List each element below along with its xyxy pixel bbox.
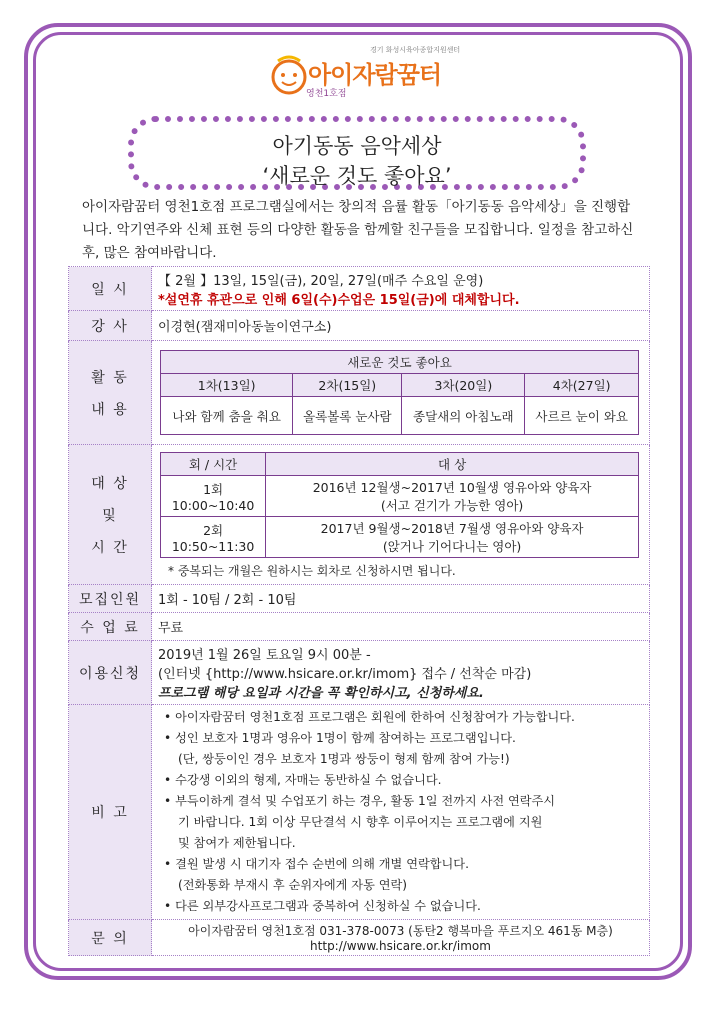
label-contact: 문 의 xyxy=(69,920,152,956)
label-activity-2: 내 용 xyxy=(91,401,129,418)
slot-time: 10:50~11:30 xyxy=(171,538,255,554)
contact-url[interactable]: http://www.hsicare.or.kr/imom xyxy=(310,939,491,953)
label-target-2: 및 xyxy=(102,507,118,524)
list-item: • 수강생 이외의 형제, 자매는 동반하실 수 없습니다. xyxy=(164,773,442,787)
info-table xyxy=(68,266,650,956)
row-apply xyxy=(69,641,650,705)
page-title: 아기동동 음악세상 xyxy=(272,134,442,158)
slot-no: 2회 xyxy=(203,522,224,538)
logo-branch: 영천1호점 xyxy=(306,89,347,99)
row-date xyxy=(69,267,650,311)
apply-warning: 프로그램 해당 요일과 시간을 꼭 확인하시고, 신청하세요. xyxy=(158,686,484,701)
session-topic: 올록볼록 눈사람 xyxy=(293,397,402,435)
row-capacity xyxy=(69,585,650,613)
list-item: (전화통화 부재시 후 순위자에게 자동 연락) xyxy=(178,878,408,892)
target-table xyxy=(160,452,639,558)
list-item: • 다른 외부강사프로그램과 중복하여 신청하실 수 없습니다. xyxy=(164,899,481,913)
label-target-3: 시 간 xyxy=(91,539,129,556)
list-item: • 성인 보호자 1명과 영유아 1명이 함께 참여하는 프로그램입니다. xyxy=(164,731,516,745)
logo-brand: 아이자람꿈터 xyxy=(308,61,442,89)
list-item: (단, 쌍둥이인 경우 보호자 1명과 쌍둥이 형제 함께 참여 가능!) xyxy=(178,752,510,766)
label-remarks: 비 고 xyxy=(69,705,152,920)
capacity-value: 1회 - 10팀 / 2회 - 10팀 xyxy=(152,585,650,613)
page-subtitle: ‘새로운 것도 좋아요’ xyxy=(262,164,452,188)
label-apply: 이용신청 xyxy=(69,641,152,705)
row-target xyxy=(69,445,650,585)
row-fee xyxy=(69,613,650,641)
list-item: 기 바랍니다. 1회 이상 무단결석 시 향후 이루어지는 프로그램에 지원 xyxy=(178,815,543,829)
target-col-time: 회 / 시간 xyxy=(161,453,266,476)
title-box xyxy=(128,116,586,190)
intro-text: 아이자람꿈터 영천1호점 프로그램실에서는 창의적 음률 활동「아기동동 음악세상」을 진행합니다. 악기연주와 신체 표현 등의 다양한 활동을 함께할 친구들을 모집합니다. 일정을 참고하신 후, 많은 참여바랍니다. xyxy=(82,199,634,261)
apply-start: 2019년 1월 26일 토요일 9시 00분 - xyxy=(158,648,371,663)
session-no: 3차(20일) xyxy=(402,374,525,397)
remarks-list xyxy=(164,707,645,917)
session-no: 4차(27일) xyxy=(525,374,639,397)
logo-face-icon xyxy=(270,51,308,97)
list-item: • 부득이하게 결석 및 수업포기 하는 경우, 활동 1일 전까지 사전 연락주시 xyxy=(164,794,556,808)
target-col-target: 대 상 xyxy=(266,453,639,476)
date-notice: *설연휴 휴관으로 인해 6일(수)수업은 15일(금)에 대체합니다. xyxy=(158,292,520,308)
session-topic: 사르르 눈이 와요 xyxy=(525,397,639,435)
label-date: 일 시 xyxy=(69,267,152,311)
row-teacher xyxy=(69,311,650,341)
fee-value: 무료 xyxy=(152,613,650,641)
date-schedule: 【 2월 】13일, 15일(금), 20일, 27일(매주 수요일 운영) xyxy=(158,273,484,289)
label-target-1: 대 상 xyxy=(91,475,129,492)
session-no: 1차(13일) xyxy=(161,374,293,397)
row-remarks xyxy=(69,705,650,920)
slot-target: 2017년 9월생~2018년 7월생 영유아와 양육자 xyxy=(320,521,584,536)
logo xyxy=(266,45,466,101)
label-activity-1: 활 동 xyxy=(91,369,129,386)
list-item: • 아이자람꿈터 영천1호점 프로그램은 회원에 한하여 신청참여가 가능합니다. xyxy=(164,710,575,724)
row-contact xyxy=(69,920,650,956)
slot-target: 2016년 12월생~2017년 10월생 영유아와 양육자 xyxy=(312,480,592,495)
slot-no: 1회 xyxy=(203,481,224,497)
slot-target-note: (서고 걷기가 가능한 영아) xyxy=(380,498,524,513)
list-item: 및 참여가 제한됩니다. xyxy=(178,836,296,850)
teacher-value: 이경현(잼재미아동놀이연구소) xyxy=(152,311,650,341)
label-capacity: 모집인원 xyxy=(69,585,152,613)
activity-header: 새로운 것도 좋아요 xyxy=(161,351,639,374)
session-topic: 종달새의 아침노래 xyxy=(402,397,525,435)
activity-table xyxy=(160,350,639,435)
logo-org-text: 경기 화성시육아종합지원센터 xyxy=(370,46,461,54)
label-fee: 수 업 료 xyxy=(69,613,152,641)
slot-time: 10:00~10:40 xyxy=(171,497,255,513)
target-note: * 중복되는 개월은 원하시는 회차로 신청하시면 됩니다. xyxy=(168,564,456,578)
label-teacher: 강 사 xyxy=(69,311,152,341)
apply-method: (인터넷 {http://www.hsicare.or.kr/imom} 접수 / 선착순 마감) xyxy=(158,667,532,682)
session-no: 2차(15일) xyxy=(293,374,402,397)
row-activity xyxy=(69,341,650,445)
list-item: • 결원 발생 시 대기자 접수 순번에 의해 개별 연락합니다. xyxy=(164,857,469,871)
session-topic: 나와 함께 춤을 춰요 xyxy=(161,397,293,435)
contact-address: 아이자람꿈터 영천1호점 031-378-0073 (동탄2 행복마을 푸르지오 461동 M층) xyxy=(188,924,613,938)
slot-target-note: (앉거나 기어다니는 영아) xyxy=(382,539,522,554)
